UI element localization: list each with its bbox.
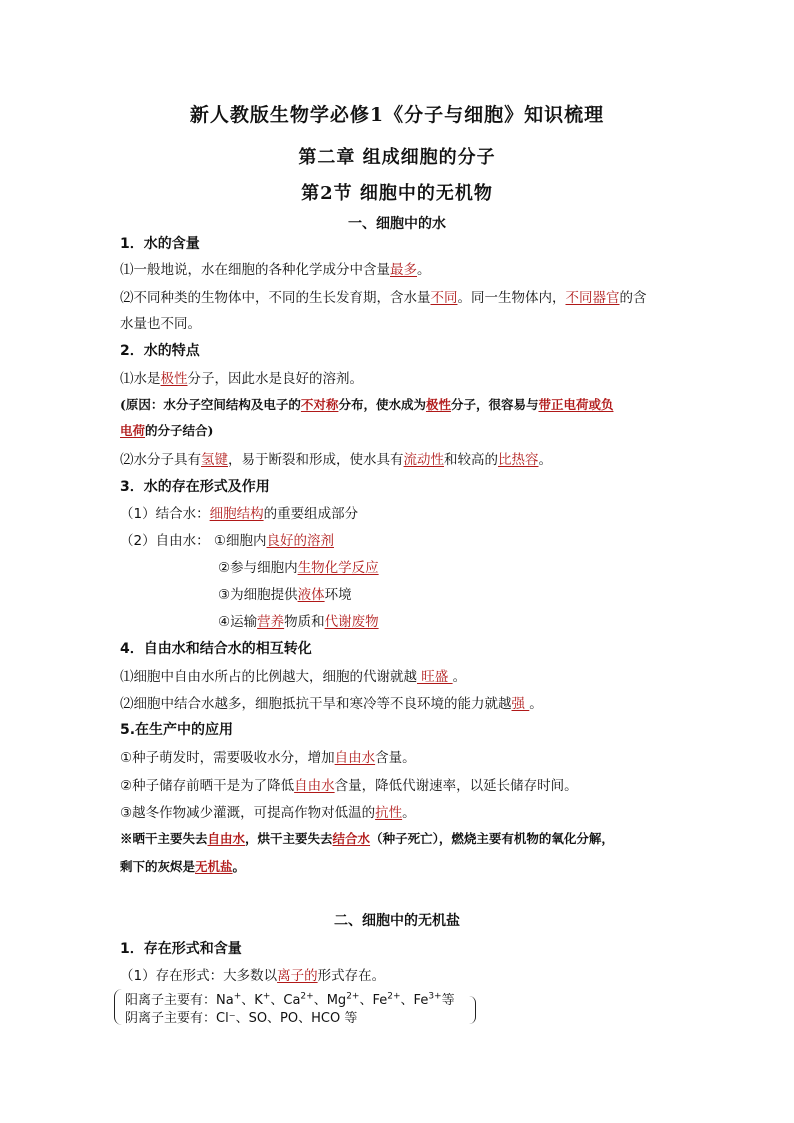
text-span: 分布，使水成为 [338, 397, 426, 412]
answer-blank: 极性 [425, 397, 451, 412]
left-brace [114, 989, 123, 1025]
text-span: ⑵水分子具有 [120, 452, 201, 468]
text-span: 阳离子主要有： [125, 993, 217, 1008]
text-span: 物质和 [284, 614, 325, 630]
text-span: ※晒干主要失去 [120, 831, 208, 846]
cation-charge: 3+ [428, 991, 442, 1002]
text-span: 。 [417, 262, 431, 278]
text-span: 剩下的灰烬是 [120, 859, 196, 874]
text-span: ①种子萌发时，需要吸收水分，增加 [120, 750, 335, 766]
cation-list [216, 993, 442, 1008]
answer-blank: 比热容 [498, 452, 539, 468]
s3-line1 [120, 502, 358, 522]
text-span: 的含 [619, 290, 647, 306]
separator: 、 [400, 993, 414, 1008]
text-span: 。 [402, 805, 416, 821]
answer-blank: 液体 [297, 587, 325, 603]
answer-blank: 代谢废物 [324, 614, 379, 630]
section-title: 第2节 细胞中的无机物 [301, 183, 493, 204]
text-span: （种子死亡），燃烧主要有机物的氧化分解， [370, 831, 614, 846]
chapter-title: 第二章 组成细胞的分子 [298, 147, 496, 168]
cation-charge: 2+ [387, 991, 401, 1002]
cation-charge: 2+ [346, 991, 360, 1002]
cation-line [125, 989, 455, 1008]
answer-blank: 氢键 [201, 452, 228, 468]
s4-line2 [120, 692, 543, 712]
text-span: ②种子储存前晒干是为了降低 [120, 778, 295, 794]
text-span: ④运输 [218, 614, 258, 630]
s3-line2 [120, 529, 334, 549]
s2-title: 2．水的特点 [120, 343, 200, 359]
right-brace [469, 996, 476, 1024]
text-span: 分子，很容易与 [450, 397, 539, 412]
text-span: 。 [538, 452, 552, 468]
answer-blank: 不同器官 [565, 290, 620, 306]
cation-charge: + [262, 991, 271, 1002]
text-span: 阴离子主要有： [125, 1011, 217, 1026]
s1-line1 [120, 258, 431, 278]
text-span: 含量。 [375, 750, 416, 766]
s2-note-line2 [120, 421, 213, 439]
text-span: 环境 [324, 587, 352, 603]
text-span: 分子，因此水是良好的溶剂。 [187, 371, 363, 387]
s2-line1 [120, 367, 363, 387]
s2-line2 [120, 448, 552, 468]
s1-line3: 水量也不同。 [120, 316, 201, 332]
s2-note-line1 [120, 395, 614, 413]
text-span: 。 [529, 696, 543, 712]
answer-blank: 营养 [257, 614, 285, 630]
cation-symbol: Mg [326, 993, 347, 1008]
cation-charge: 2+ [300, 991, 314, 1002]
text-span: 和较高的 [444, 452, 498, 468]
s4-line1 [120, 665, 466, 685]
text-span: (原因：水分子空间结构及电子的 [120, 397, 301, 412]
answer-blank: 细胞结构 [209, 506, 264, 522]
answer-blank: 强 [511, 696, 530, 712]
text-span: ，易于断裂和形成，使水具有 [228, 452, 404, 468]
answer-blank: 抗性 [375, 805, 403, 821]
text-span: ②参与细胞内 [218, 560, 298, 576]
text-span: 的重要组成部分 [263, 506, 359, 522]
separator: 、 [270, 993, 284, 1008]
separator: 、 [241, 993, 255, 1008]
text-span: 的分子结合) [145, 423, 214, 438]
text-span: 形式存在。 [317, 968, 386, 984]
s4-title: 4．自由水和结合水的相互转化 [120, 641, 312, 657]
answer-blank: 不对称 [300, 397, 339, 412]
text-span: ⑴水是 [120, 371, 161, 387]
text-span: 等 [441, 993, 455, 1008]
answer-blank: 结合水 [332, 831, 371, 846]
answer-blank: 带正电荷或负 [538, 397, 614, 412]
cation-symbol: K [254, 993, 263, 1008]
s3-line3 [218, 556, 379, 576]
cation-symbol: Fe [372, 993, 388, 1008]
s5-line1 [120, 746, 416, 766]
text-span: 。 [232, 859, 246, 874]
s5-note-line2 [120, 857, 245, 875]
anion-list: Cl⁻、SO、PO、HCO 等 [216, 1011, 358, 1026]
document-title: 新人教版生物学必修1《分子与细胞》知识梳理 [189, 104, 605, 126]
cation-symbol: Na [216, 993, 234, 1008]
text-span: 含量，降低代谢速率，以延长储存时间。 [334, 778, 578, 794]
s1-line2 [120, 286, 647, 306]
answer-blank: 最多 [390, 262, 417, 278]
answer-blank: 良好的溶剂 [266, 533, 334, 549]
s5-line3 [120, 801, 416, 821]
s5-title: 5.在生产中的应用 [120, 722, 234, 738]
answer-blank: 无机盐 [195, 859, 233, 874]
p2-s1-line1 [120, 964, 385, 984]
cation-charge: + [233, 991, 242, 1002]
part2-heading: 二、细胞中的无机盐 [334, 913, 460, 929]
answer-blank: 旺盛 [417, 669, 453, 685]
text-span: ⑵不同种类的生物体中，不同的生长发育期，含水量 [120, 290, 431, 306]
cation-symbol: Ca [283, 993, 301, 1008]
text-span: ⑴细胞中自由水所占的比例越大，细胞的代谢就越 [120, 669, 417, 685]
answer-blank: 电荷 [120, 423, 146, 438]
text-span: ，烘干主要失去 [245, 831, 333, 846]
text-span: （1）结合水： [120, 506, 210, 522]
answer-blank: 自由水 [334, 750, 376, 766]
answer-blank: 自由水 [207, 831, 246, 846]
cation-symbol: Fe [413, 993, 429, 1008]
answer-blank: 自由水 [294, 778, 335, 794]
answer-blank: 极性 [160, 371, 188, 387]
s3-line5 [218, 610, 379, 630]
answer-blank: 流动性 [403, 452, 444, 468]
answer-blank: 不同 [430, 290, 458, 306]
text-span: （1）存在形式：大多数以 [120, 968, 278, 984]
s1-title: 1．水的含量 [120, 236, 200, 252]
separator: 、 [359, 993, 373, 1008]
text-span: （2）自由水： ①细胞内 [120, 533, 267, 549]
answer-blank: 生物化学反应 [297, 560, 379, 576]
s5-note-line1 [120, 829, 614, 847]
s3-line4 [218, 583, 352, 603]
s3-title: 3．水的存在形式及作用 [120, 479, 270, 495]
anion-line [125, 1007, 357, 1026]
answer-blank: 离子的 [277, 968, 318, 984]
text-span: ⑴一般地说，水在细胞的各种化学成分中含量 [120, 262, 390, 278]
s5-line2 [120, 774, 578, 794]
p2-s1-title: 1．存在形式和含量 [120, 941, 242, 957]
text-span: ③越冬作物减少灌溉，可提高作物对低温的 [120, 805, 376, 821]
part1-heading: 一、细胞中的水 [348, 216, 446, 232]
text-span: 。 [452, 669, 467, 685]
text-span: ⑵细胞中结合水越多，细胞抵抗干旱和寒冷等不良环境的能力就越 [120, 696, 512, 712]
separator: 、 [313, 993, 327, 1008]
text-span: 。同一生物体内， [457, 290, 566, 306]
text-span: ③为细胞提供 [218, 587, 298, 603]
